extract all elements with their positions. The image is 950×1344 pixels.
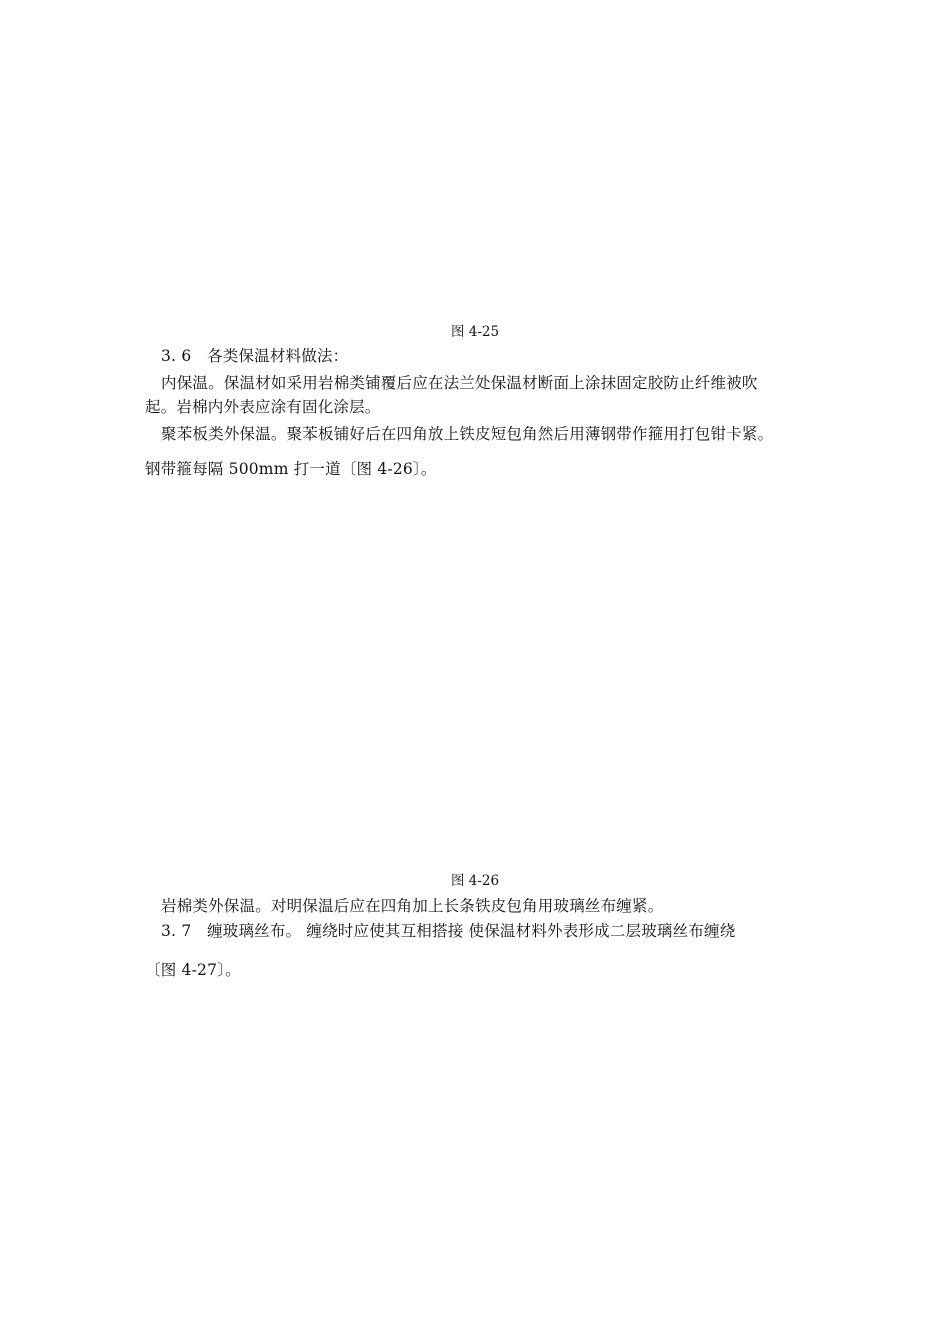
paragraph-line: 岩棉类外保温。对明保温后应在四角加上长条铁皮包角用玻璃丝布缠紧。: [161, 897, 664, 915]
paragraph-line: 起。岩棉内外表应涂有固化涂层。: [145, 398, 381, 416]
section-heading: 3. 6 各类保温材料做法：: [161, 347, 349, 365]
paragraph-line: 钢带箍每隔 500mm 打一道〔图 4-26〕。: [145, 460, 437, 478]
paragraph-line: 聚苯板类外保温。聚苯板铺好后在四角放上铁皮短包角然后用薄钢带作箍用打包钳卡紧。: [161, 425, 774, 443]
section-heading: 3. 7 缠玻璃丝布。 缠绕时应使其互相搭接 使保温材料外表形成二层玻璃丝布缠绕: [161, 922, 736, 940]
figure-4-25: [145, 40, 805, 310]
paragraph-line: 内保温。保温材如采用岩棉类铺覆后应在法兰处保温材断面上涂抹固定胶防止纤维被吹: [161, 374, 758, 392]
figure-4-26: [145, 490, 805, 860]
paragraph-line: 〔图 4-27〕。: [145, 961, 241, 979]
figure-caption: 图 4-25: [450, 324, 500, 340]
figure-caption: 图 4-26: [450, 873, 500, 889]
